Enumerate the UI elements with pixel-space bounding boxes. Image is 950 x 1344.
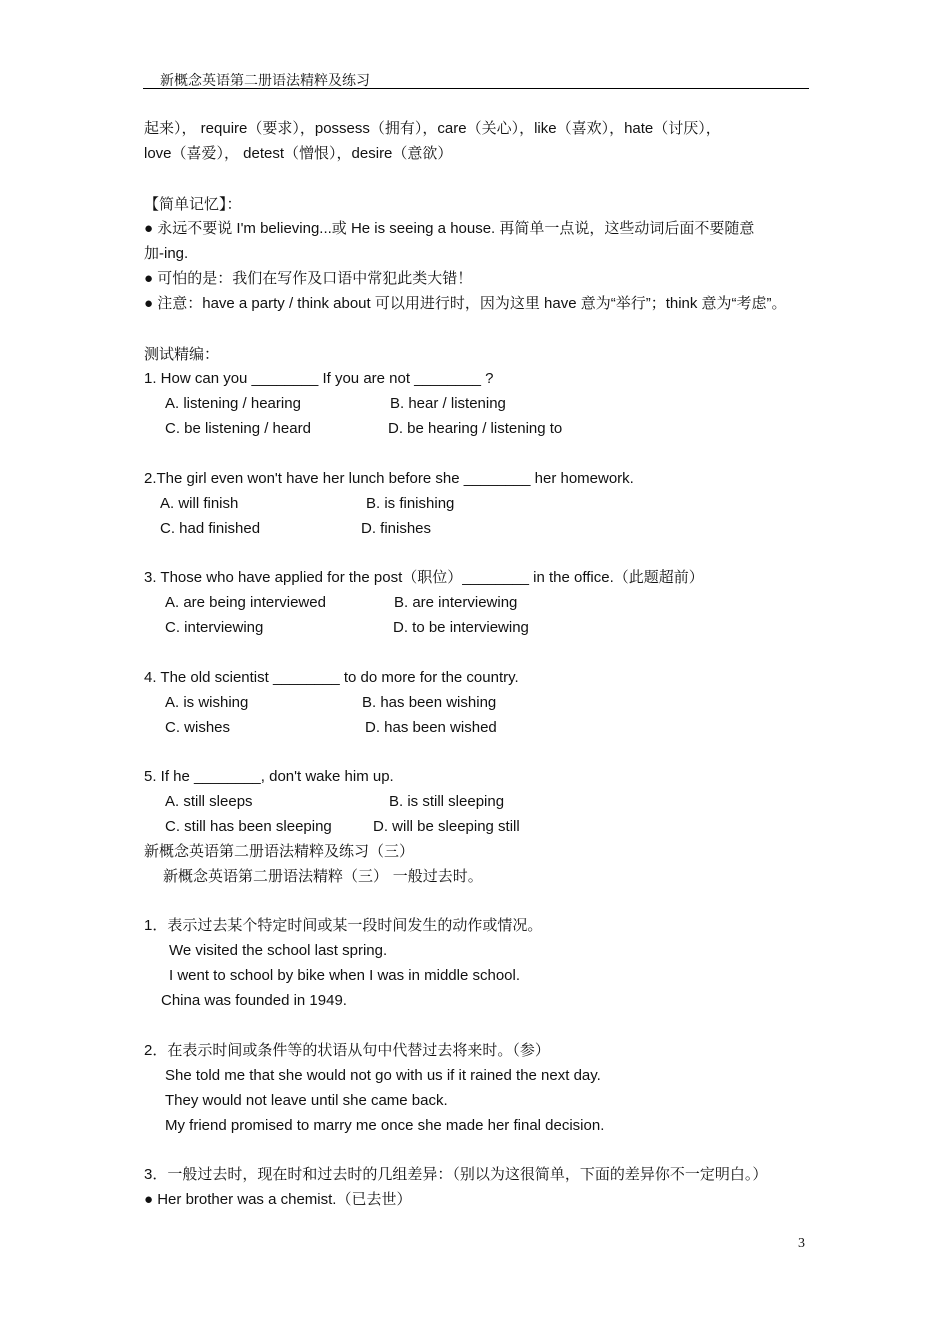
point-2-heading: 2．在表示时间或条件等的状语从句中代替过去将来时。（参）: [144, 1042, 550, 1059]
question-2-option-d: D. finishes: [361, 520, 432, 537]
intro-line-1: 起来）， require（要求），possess（拥有），care（关心），like（喜欢），hate（讨厌），: [144, 120, 721, 137]
section-subtitle: 新概念英语第二册语法精粹（三） 一般过去时。: [163, 867, 483, 885]
question-1-option-c: C. be listening / heard: [165, 420, 311, 437]
question-2-stem: 2.The girl even won't have her lunch before she ________ her homework.: [144, 470, 634, 487]
question-5-option-c: C. still has been sleeping: [165, 818, 332, 835]
memory-bullet-3: ● 注意：have a party / think about 可以用进行时，因为这里 have 意为“举行”；think 意为“考虑”。: [144, 295, 787, 312]
point-1-heading: 1．表示过去某个特定时间或某一段时间发生的动作或情况。: [144, 917, 543, 934]
question-4-option-d: D. has been wished: [365, 719, 497, 736]
page-number: 3: [798, 1236, 805, 1251]
point-1-example-1: We visited the school last spring.: [169, 942, 388, 959]
question-1-option-d: D. be hearing / listening to: [388, 420, 563, 437]
question-5-option-d: D. will be sleeping still: [373, 818, 520, 835]
question-4-option-b: B. has been wishing: [362, 694, 497, 711]
header-rule: [143, 88, 809, 89]
question-4-option-a: A. is wishing: [165, 694, 249, 711]
question-5-option-b: B. is still sleeping: [389, 793, 505, 810]
question-3-option-c: C. interviewing: [165, 619, 264, 636]
section-title: 新概念英语第二册语法精粹及练习（三）: [144, 842, 415, 860]
question-2-option-a: A. will finish: [160, 495, 239, 512]
point-2-example-2: They would not leave until she came back.: [165, 1092, 448, 1109]
point-2-example-3: My friend promised to marry me once she made her final decision.: [165, 1117, 605, 1134]
memory-heading: 【简单记忆】：: [144, 195, 242, 213]
question-3-option-d: D. to be interviewing: [393, 619, 529, 636]
point-3-heading: 3．一般过去时，现在时和过去时的几组差异：（别以为这很简单，下面的差异你不一定明白。）: [144, 1166, 768, 1183]
question-3-stem: 3. Those who have applied for the post（职位）________ in the office.（此题超前）: [144, 569, 704, 586]
memory-bullet-1-cont: 加-ing.: [144, 245, 189, 262]
memory-bullet-2: ● 可怕的是：我们在写作及口语中常犯此类大错！: [144, 270, 473, 287]
point-1-example-2: I went to school by bike when I was in middle school.: [169, 967, 521, 984]
question-5-stem: 5. If he ________, don't wake him up.: [144, 768, 394, 785]
question-2-option-b: B. is finishing: [366, 495, 455, 512]
test-heading: 测试精编：: [144, 345, 220, 363]
page-header-title: 新概念英语第二册语法精粹及练习: [160, 73, 370, 89]
question-5-option-a: A. still sleeps: [165, 793, 253, 810]
question-1-stem: 1. How can you ________ If you are not ________ ?: [144, 370, 494, 387]
question-3-option-b: B. are interviewing: [394, 594, 518, 611]
point-2-example-1: She told me that she would not go with us if it rained the next day.: [165, 1067, 601, 1084]
question-1-option-b: B. hear / listening: [390, 395, 506, 412]
point-1-example-3: China was founded in 1949.: [161, 992, 347, 1009]
question-2-option-c: C. had finished: [160, 520, 261, 537]
point-3-bullet-1: ● Her brother was a chemist.（已去世）: [144, 1191, 412, 1208]
question-4-option-c: C. wishes: [165, 719, 231, 736]
memory-bullet-1: ● 永远不要说 I'm believing...或 He is seeing a house. 再简单一点说，这些动词后面不要随意: [144, 220, 755, 237]
question-4-stem: 4. The old scientist ________ to do more for the country.: [144, 669, 519, 686]
intro-line-2: love（喜爱）， detest（憎恨），desire（意欲）: [144, 145, 453, 162]
question-1-option-a: A. listening / hearing: [165, 395, 301, 412]
question-3-option-a: A. are being interviewed: [165, 594, 326, 611]
